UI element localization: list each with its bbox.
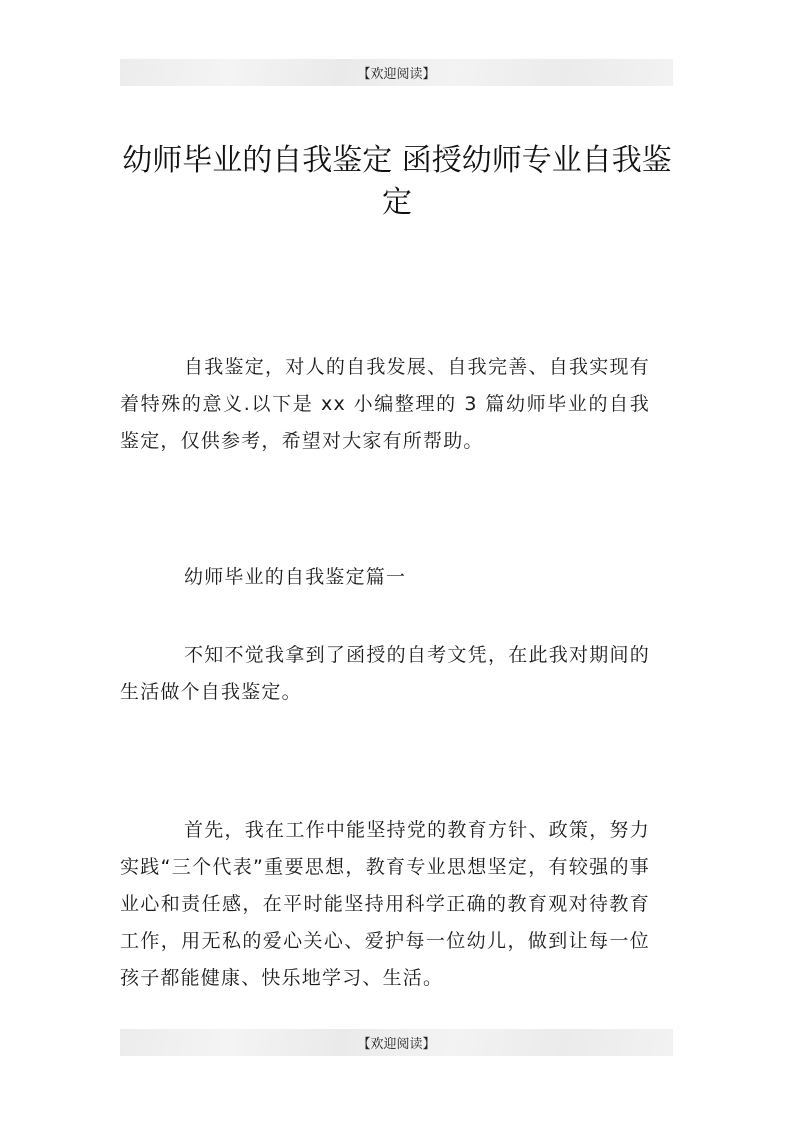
intro-paragraph: 自我鉴定，对人的自我发展、自我完善、自我实现有着特殊的意义.以下是 xx 小编整理的 3 篇幼师毕业的自我鉴定，仅供参考，希望对大家有所帮助。	[120, 356, 650, 452]
body-paragraph: 首先，我在工作中能坚持党的教育方针、政策，努力实践“三个代表”重要思想，教育专业思想坚定，有较强的事业心和责任感，在平时能坚持用科学正确的教育观对待教育工作，用无私的爱心关心、爱护每一位幼儿，做到让每一位孩子都能健康、快乐地学习、生活。	[120, 819, 650, 989]
header-banner	[120, 59, 673, 86]
document-title: 幼师毕业的自我鉴定 函授幼师专业自我鉴定	[122, 143, 672, 220]
footer-banner-label: 【欢迎阅读】	[357, 1037, 436, 1052]
section-heading: 幼师毕业的自我鉴定篇一	[184, 566, 407, 588]
body-paragraph: 不知不觉我拿到了函授的自考文凭，在此我对期间的生活做个自我鉴定。	[120, 644, 650, 703]
header-banner-label: 【欢迎阅读】	[357, 67, 436, 82]
footer-banner	[120, 1029, 673, 1056]
